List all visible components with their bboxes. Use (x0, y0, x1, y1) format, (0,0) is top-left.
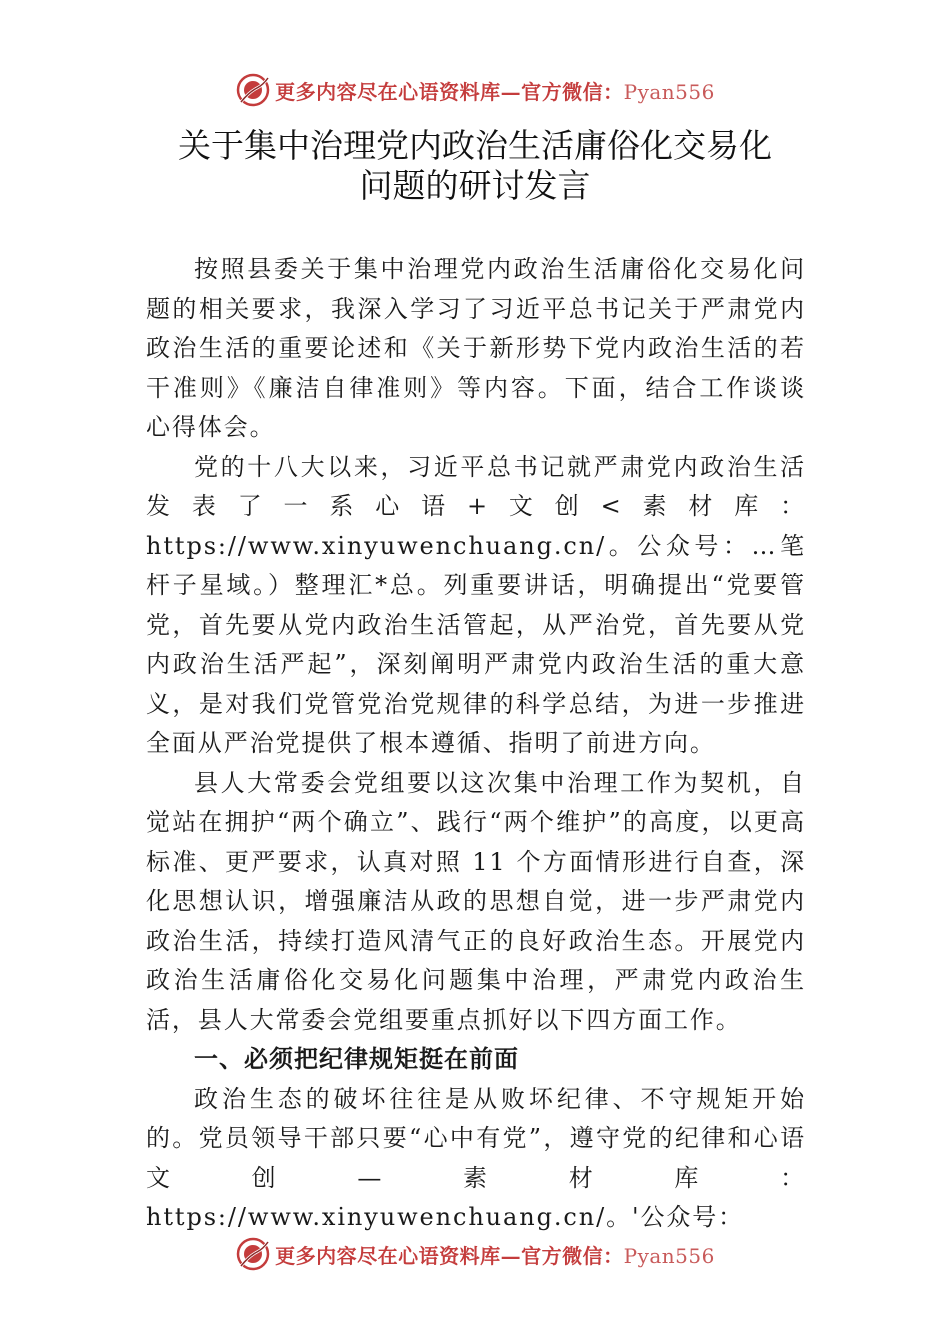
banner-label: 更多内容尽在心语资料库—官方微信： (275, 79, 624, 104)
header-watermark-banner (0, 68, 950, 112)
title-line-2: 问题的研讨发言 (359, 166, 591, 205)
section-heading: 一、必须把纪律规矩挺在前面 (194, 1045, 519, 1073)
title-line-1: 关于集中治理党内政治生活庸俗化交易化 (178, 126, 772, 165)
paragraph-intro: 按照县委关于集中治理党内政治生活庸俗化交易化问题的相关要求，我深入学习了习近平总书记关于严肃党内政治生活的重要论述和《关于新形势下党内政治生活的若干准则》《廉洁自律准则》等内容。下面，结合工作谈谈心得体会。 (146, 255, 806, 441)
banner-label: 更多内容尽在心语资料库—官方微信： (275, 1243, 624, 1268)
section-paragraph: 政治生态的破坏往往是从败坏纪律、不守规矩开始的。党员领导干部只要“心中有党”，遵守党的纪律和心语文创—素材库：https://www.xinyuwenchuang.cn/。'公众号： (146, 1084, 806, 1231)
banner-text (275, 76, 715, 105)
paragraph-commitment: 县人大常委会党组要以这次集中治理工作为契机，自觉站在拥护“两个确立”、践行“两个维护”的高度，以更高标准、更严要求，认真对照 11 个方面情形进行自查，深化思想认识，增强廉洁从政的思想自觉，进一步严肃党内政治生活，持续打造风清气正的良好政治生态。开展党内政治生活庸俗化交易化问题集中治理，严肃党内政治生活，县人大常委会党组要重点抓好以下四方面工作。 (146, 768, 806, 1034)
brand-logo-icon (235, 1236, 271, 1272)
banner-text (275, 1240, 715, 1269)
banner-wechat-id: Pyan556 (623, 1243, 715, 1268)
paragraph-background: 党的十八大以来，习近平总书记就严肃党内政治生活发表了一系心语+文创<素材库：https://www.xinyuwenchuang.cn/。公众号：…笔杆子星域。）整理汇*总。列重要讲话，明确提出“党要管党，首先要从党内政治生活管起，从严治党，首先要从党内政治生活严起”，深刻阐明严肃党内政治生活的重大意义，是对我们党管党治党规律的科学总结，为进一步推进全面从严治党提供了根本遵循、指明了前进方向。 (146, 452, 806, 757)
banner-wechat-id: Pyan556 (623, 79, 715, 104)
brand-logo-icon (235, 72, 271, 108)
document-title (100, 126, 850, 206)
document-body (146, 250, 806, 1238)
footer-watermark-banner (0, 1232, 950, 1276)
